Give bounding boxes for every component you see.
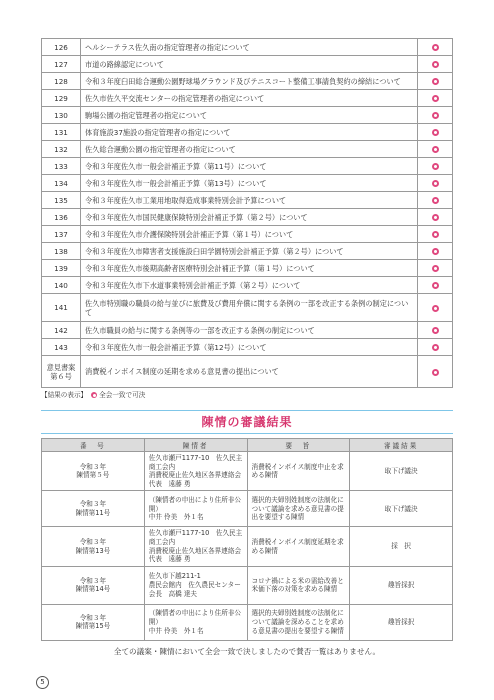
bill-row <box>42 124 453 141</box>
bill-row <box>42 243 453 260</box>
bill-row <box>42 226 453 243</box>
bill-result <box>418 107 453 124</box>
approved-mark-icon <box>432 282 439 289</box>
bill-row <box>42 356 453 388</box>
footer-note: 全ての議案・陳情において全会一致で決しましたので賛否一覧はありません。 <box>113 647 381 656</box>
bill-title: 佐久総合運動公園の指定管理者の指定について <box>81 141 418 158</box>
bill-title: 令和３年度佐久市下水道事業特別会計補正予算（第２号）について <box>81 277 418 294</box>
bill-title: 駒場公園の指定管理者の指定について <box>81 107 418 124</box>
bill-result <box>418 175 453 192</box>
petition-row <box>42 604 453 640</box>
bill-result <box>418 356 453 388</box>
bill-number: 132 <box>42 141 81 158</box>
bill-number: 141 <box>42 294 81 322</box>
bill-result <box>418 56 453 73</box>
bill-title: 令和３年度佐久市一般会計補正予算（第13号）について <box>81 175 418 192</box>
bill-result <box>418 124 453 141</box>
petition-row <box>42 566 453 604</box>
bill-title: 令和３年度佐久市一般会計補正予算（第12号）について <box>81 339 418 356</box>
bill-number: 139 <box>42 260 81 277</box>
approved-mark-icon <box>432 214 439 221</box>
bill-row <box>42 339 453 356</box>
bill-row <box>42 294 453 322</box>
bill-row <box>42 90 453 107</box>
bill-result <box>418 243 453 260</box>
bill-number: 138 <box>42 243 81 260</box>
bill-row <box>42 56 453 73</box>
bill-row <box>42 107 453 124</box>
approved-mark-icon <box>432 95 439 102</box>
bill-number: 136 <box>42 209 81 226</box>
bill-row <box>42 209 453 226</box>
approved-mark-icon <box>432 344 439 351</box>
bill-row <box>42 39 453 56</box>
header-number: 番 号 <box>42 439 145 452</box>
bill-number: 126 <box>42 39 81 56</box>
bill-row <box>42 73 453 90</box>
bill-row <box>42 260 453 277</box>
bill-number: 131 <box>42 124 81 141</box>
bill-number: 137 <box>42 226 81 243</box>
petition-summary: 選択的夫婦別姓制度の法制化について議論を求める意見書の提出を要望する陳情 <box>247 491 350 527</box>
petition-result: 取下げ議決 <box>350 452 453 491</box>
petition-summary: 消費税インボイス制度中止を求める陳情 <box>247 452 350 491</box>
bill-title: 消費税インボイス制度の延期を求める意見書の提出について <box>81 356 418 388</box>
legend-text: 全会一致で可決 <box>99 391 146 399</box>
bills-table <box>41 38 453 388</box>
bill-number: 128 <box>42 73 81 90</box>
bill-row <box>42 322 453 339</box>
petition-summary: 消費税インボイス制度延期を求める陳情 <box>247 527 350 566</box>
bill-title: 佐久市職員の給与に関する条例等の一部を改正する条例の制定について <box>81 322 418 339</box>
petition-result: 趣旨採択 <box>350 604 453 640</box>
bill-result <box>418 277 453 294</box>
bill-title: 令和３年度佐久市介護保険特別会計補正予算（第１号）について <box>81 226 418 243</box>
section-title: 陳情の審議結果 <box>201 415 293 429</box>
bill-number: 130 <box>42 107 81 124</box>
petition-result: 採 択 <box>350 527 453 566</box>
bill-result <box>418 294 453 322</box>
bill-title: 令和３年度佐久市後期高齢者医療特別会計補正予算（第１号）について <box>81 260 418 277</box>
approved-mark-icon <box>432 369 439 376</box>
bill-number: 135 <box>42 192 81 209</box>
bill-result <box>418 226 453 243</box>
header-petitioner: 陳情者 <box>144 439 247 452</box>
bill-number: 143 <box>42 339 81 356</box>
bill-result <box>418 209 453 226</box>
bill-result <box>418 322 453 339</box>
bill-row <box>42 141 453 158</box>
approved-mark-icon <box>432 305 439 312</box>
petition-number: 令和３年 陳情第５号 <box>42 452 145 491</box>
section-divider-bottom <box>41 433 453 434</box>
petitioner: （陳情者の申出により住所非公開） 中井 伶美 外１名 <box>144 491 247 527</box>
bill-title: 令和３年度佐久市障害者支援施設臼田学園特別会計補正予算（第２号）について <box>81 243 418 260</box>
approved-mark-icon <box>432 78 439 85</box>
bill-row <box>42 192 453 209</box>
bill-number: 127 <box>42 56 81 73</box>
petitioner: 佐久市下越211-1 農民会館内 佐久農民センター 会長 高橋 達夫 <box>144 566 247 604</box>
bill-number: 意見書案 第６号 <box>42 356 81 388</box>
bill-result <box>418 39 453 56</box>
section-divider-top <box>41 410 453 411</box>
page-number: 5 <box>36 676 49 689</box>
bill-number: 134 <box>42 175 81 192</box>
petitions-table <box>41 438 453 641</box>
bill-row <box>42 175 453 192</box>
petitioner: 佐久市瀬戸1177-10 佐久民主商工会内 消費税廃止佐久地区各界連絡会 代表 遠藤 勇 <box>144 452 247 491</box>
approved-mark-icon <box>432 197 439 204</box>
bill-result <box>418 339 453 356</box>
approved-mark-icon <box>432 180 439 187</box>
bill-title: 佐久市佐久平交流センターの指定管理者の指定について <box>81 90 418 107</box>
approved-mark-icon <box>432 146 439 153</box>
bill-title: ヘルシーテラス佐久南の指定管理者の指定について <box>81 39 418 56</box>
petition-number: 令和３年 陳情第11号 <box>42 491 145 527</box>
approved-mark-icon <box>432 163 439 170</box>
petition-number: 令和３年 陳情第14号 <box>42 566 145 604</box>
bill-result <box>418 73 453 90</box>
petitioner: （陳情者の申出により住所非公開） 中井 伶美 外１名 <box>144 604 247 640</box>
bill-result <box>418 90 453 107</box>
bill-result <box>418 260 453 277</box>
approved-mark-icon <box>432 112 439 119</box>
petition-summary: 選択的夫婦別姓制度の法制化について議論を深めることを求める意見書の提出を要望する陳情 <box>247 604 350 640</box>
petition-result: 取下げ議決 <box>350 491 453 527</box>
header-summary: 要 旨 <box>247 439 350 452</box>
bill-title: 市道の路線認定について <box>81 56 418 73</box>
approved-mark-icon <box>432 44 439 51</box>
approved-mark-icon <box>432 231 439 238</box>
petition-result: 趣旨採択 <box>350 566 453 604</box>
petition-number: 令和３年 陳情第15号 <box>42 604 145 640</box>
bill-result <box>418 141 453 158</box>
petition-row <box>42 491 453 527</box>
bill-title: 令和３年度臼田総合運動公園野球場グラウンド及びテニスコート整備工事請負契約の締結について <box>81 73 418 90</box>
legend <box>41 391 145 400</box>
bill-result <box>418 192 453 209</box>
approved-mark-icon <box>432 129 439 136</box>
bill-title: 令和３年度佐久市国民健康保険特別会計補正予算（第２号）について <box>81 209 418 226</box>
approved-mark-icon <box>91 392 97 398</box>
approved-mark-icon <box>432 61 439 68</box>
approved-mark-icon <box>432 265 439 272</box>
bill-number: 133 <box>42 158 81 175</box>
bill-number: 142 <box>42 322 81 339</box>
petition-number: 令和３年 陳情第13号 <box>42 527 145 566</box>
legend-label: 【結果の表示】 <box>41 391 88 399</box>
approved-mark-icon <box>432 248 439 255</box>
bill-number: 140 <box>42 277 81 294</box>
bill-result <box>418 158 453 175</box>
bill-row <box>42 158 453 175</box>
petition-summary: コロナ禍による米の需給改善と米価下落の対策を求める陳情 <box>247 566 350 604</box>
bill-row <box>42 277 453 294</box>
bill-number: 129 <box>42 90 81 107</box>
bill-title: 令和３年度佐久市一般会計補正予算（第11号）について <box>81 158 418 175</box>
bill-title: 佐久市特別職の職員の給与並びに旅費及び費用弁償に関する条例の一部を改正する条例の制定について <box>81 294 418 322</box>
approved-mark-icon <box>432 327 439 334</box>
petition-row <box>42 452 453 491</box>
petitioner: 佐久市瀬戸1177-10 佐久民主商工会内 消費税廃止佐久地区各界連絡会 代表 遠藤 勇 <box>144 527 247 566</box>
bill-title: 体育施設37施設の指定管理者の指定について <box>81 124 418 141</box>
header-result: 審議結果 <box>350 439 453 452</box>
petition-row <box>42 527 453 566</box>
bill-title: 令和３年度佐久市工業用地取得造成事業特別会計予算について <box>81 192 418 209</box>
